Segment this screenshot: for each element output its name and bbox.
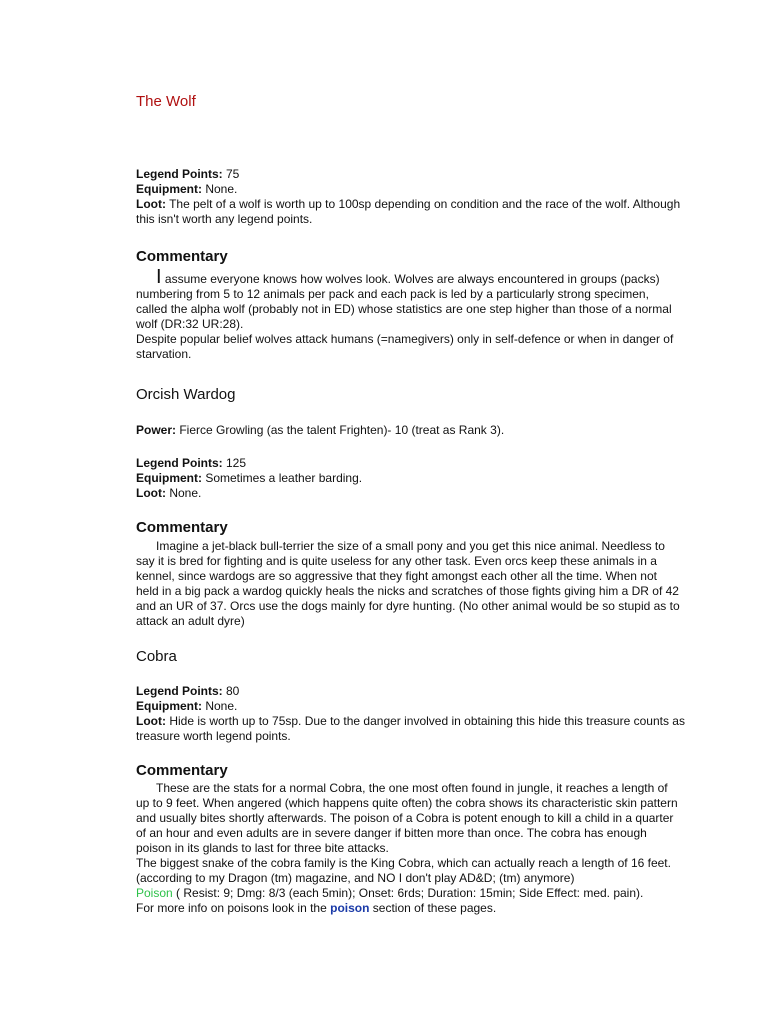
legend-points-value: 80 [222,684,240,698]
poison-label: Poison [136,886,173,900]
loot-value: The pelt of a wolf is worth up to 100sp depending on condition and the race of the wolf. Although this isn't worth any legend points. [136,197,681,226]
equipment-value: None. [202,699,238,713]
legend-points-label: Legend Points: [136,684,223,698]
wolf-commentary-p2: Despite popular belief wolves attack humans (=namegivers) only in self-defence or when in danger of starvation. [136,332,674,361]
wardog-legend-points [136,456,696,471]
poison-link[interactable]: poison [330,901,370,915]
wolf-title: The Wolf [136,93,196,110]
wolf-commentary-p1: I assume everyone knows how wolves look. Wolves are always encountered in groups (packs) numbering from 5 to 12 animals per pack and each pack is led by a particularly strong specimen, called the alpha wolf (probably not in ED) whose statistics are one step higher than those of a normal wolf (DR:32 UR:28). [136,266,672,331]
wardog-power [136,423,696,438]
wolf-equipment [136,182,696,197]
loot-value: Hide is worth up to 75sp. Due to the danger involved in obtaining this hide this treasure counts as treasure worth legend points. [136,714,685,743]
wardog-title: Orcish Wardog [136,386,236,403]
legend-points-value: 75 [222,167,240,181]
cobra-stats [136,684,696,744]
cobra-commentary-p1: These are the stats for a normal Cobra, the one most often found in jungle, it reaches a length of up to 9 feet. When angered (which happens quite often) the cobra shows its characteristic skin pattern and usually bites shortly afterwards. The poison of a Cobra is potent enough to kill a child in a quarter of an hour and even adults are in severe danger if bitten more than once. The cobra has enough poison in its glands to last for three bite attacks. [136,781,678,855]
loot-label: Loot: [136,486,166,500]
legend-points-label: Legend Points: [136,167,223,181]
wolf-stats [136,167,696,227]
cobra-loot [136,714,696,744]
poison-stats: ( Resist: 9; Dmg: 8/3 (each 5min); Onset: 6rds; Duration: 15min; Side Effect: med. pain). [172,886,644,900]
wardog-commentary-p1: Imagine a jet-black bull-terrier the size of a small pony and you get this nice animal. Needless to say it is bred for fighting and is quite useless for any other task. Even orcs keep these animals in a kennel, since wardogs are so aggressive that they fight amongst each other all the time. When not held in a big pack a wardog quickly heals the nicks and scratches of those fights giving him a DR of 42 and an UR of 37. Orcs use the dogs mainly for dyre hunting. (No other animal would be so stupid as to attack an adult dyre) [136,539,680,628]
loot-label: Loot: [136,197,166,211]
legend-points-value: 125 [222,456,247,470]
drop-cap: I [156,266,162,288]
legend-points-label: Legend Points: [136,456,223,470]
equipment-value: Sometimes a leather barding. [202,471,363,485]
wardog-commentary-heading: Commentary [136,519,228,536]
wardog-loot [136,486,696,501]
cobra-commentary-p2: The biggest snake of the cobra family is the King Cobra, which can actually reach a length of 16 feet. (according to my Dragon (tm) magazine, and NO I don't play AD&D; (tm) anymore) [136,856,671,885]
cobra-title: Cobra [136,648,177,665]
equipment-label: Equipment: [136,182,202,196]
power-value: Fierce Growling (as the talent Frighten)- 10 (treat as Rank 3). [176,423,505,437]
wolf-legend-points [136,167,696,182]
wardog-power-line [136,423,696,438]
equipment-value: None. [202,182,238,196]
wolf-commentary-heading: Commentary [136,248,228,265]
cobra-legend-points [136,684,696,699]
wolf-loot [136,197,696,227]
wardog-equipment [136,471,696,486]
cobra-more-info: For more info on poisons look in the poison section of these pages. [136,901,497,915]
equipment-label: Equipment: [136,699,202,713]
power-label: Power: [136,423,177,437]
cobra-equipment [136,699,696,714]
cobra-commentary-heading: Commentary [136,762,228,779]
wolf-commentary [136,266,681,362]
loot-value: None. [165,486,202,500]
wardog-commentary [136,539,681,629]
wardog-stats [136,456,696,501]
equipment-label: Equipment: [136,471,202,485]
cobra-poison-line [136,886,681,901]
loot-label: Loot: [136,714,166,728]
cobra-commentary [136,781,681,916]
